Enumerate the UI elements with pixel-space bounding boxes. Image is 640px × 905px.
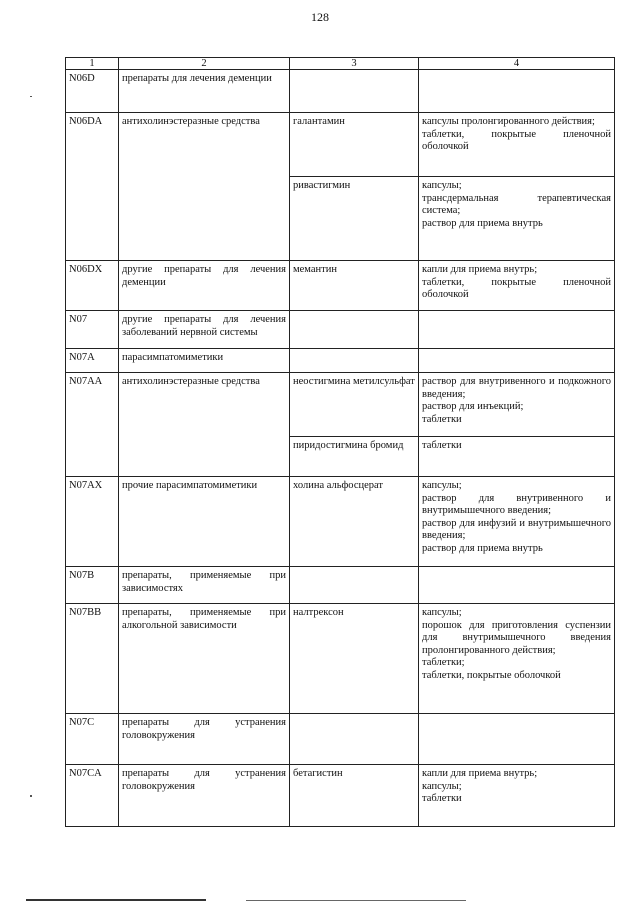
atc-code-cell: N06D	[66, 70, 119, 113]
dosage-form-line: порошок для приготовления суспензии для внутримышечного введения пролонгированного действия;	[422, 619, 611, 656]
dosage-forms-cell	[419, 714, 615, 765]
dosage-forms-cell	[419, 177, 615, 261]
scan-artifact	[30, 795, 32, 797]
group-name-cell: препараты для устранения головокружения	[119, 714, 290, 765]
dosage-form-line: таблетки, покрытые пленочной оболочкой	[422, 128, 611, 152]
drug-name-cell	[290, 349, 419, 373]
table-header-row	[66, 58, 615, 70]
dosage-forms-cell	[419, 477, 615, 567]
table-row	[66, 477, 615, 567]
dosage-form-line: раствор для внутривенного и внутримышечного введения;	[422, 492, 611, 516]
dosage-forms-cell	[419, 70, 615, 113]
dosage-forms-cell	[419, 567, 615, 604]
atc-code-cell: N07A	[66, 349, 119, 373]
atc-code-cell: N07B	[66, 567, 119, 604]
drug-name-cell: бетагистин	[290, 765, 419, 827]
dosage-form-line: капсулы;	[422, 607, 462, 618]
dosage-form-line: трансдермальная терапевтическая система;	[422, 192, 611, 216]
drug-table	[65, 57, 615, 827]
table-row	[66, 567, 615, 604]
table-row	[66, 714, 615, 765]
table-row	[66, 70, 615, 113]
dosage-forms-cell	[419, 311, 615, 349]
dosage-form-line: таблетки	[422, 413, 462, 425]
dosage-form-line: таблетки	[422, 793, 462, 804]
drug-name-cell: налтрексон	[290, 604, 419, 714]
group-name-cell: другие препараты для лечения заболеваний нервной системы	[119, 311, 290, 349]
drug-name-cell: пиридостигмина бромид	[290, 437, 419, 477]
dosage-form-line: раствор для приема внутрь	[422, 217, 543, 229]
drug-name-cell: мемантин	[290, 261, 419, 311]
group-name-cell: препараты, применяемые при алкогольной зависимости	[119, 604, 290, 714]
dosage-form-line: раствор для инфузий и внутримышечного введения;	[422, 517, 611, 541]
atc-code-cell: N07BB	[66, 604, 119, 714]
group-name-cell: антихолинэстеразные средства	[119, 113, 290, 261]
atc-code-cell: N07AA	[66, 373, 119, 477]
table-row	[66, 765, 615, 827]
group-name-cell: препараты, применяемые при зависимостях	[119, 567, 290, 604]
dosage-form-line: капсулы;	[422, 480, 462, 491]
atc-code-cell: N07CA	[66, 765, 119, 827]
dosage-form-line: капсулы;	[422, 780, 462, 792]
page-number: 128	[311, 10, 329, 24]
dosage-forms-cell	[419, 261, 615, 311]
dosage-form-line: капсулы;	[422, 180, 462, 191]
group-name-cell: прочие парасимпатомиметики	[119, 477, 290, 567]
drug-name-cell: галантамин	[290, 113, 419, 177]
table-row	[66, 373, 615, 437]
dosage-forms-cell	[419, 765, 615, 827]
column-header-3: 3	[290, 58, 419, 70]
dosage-form-line: капли для приема внутрь;	[422, 264, 538, 275]
dosage-form-line: раствор для внутривенного и подкожного введения;	[422, 376, 611, 400]
table-row	[66, 113, 615, 177]
dosage-form-line: раствор для приема внутрь	[422, 542, 543, 554]
atc-code-cell: N07AX	[66, 477, 119, 567]
dosage-form-line: таблетки, покрытые оболочкой	[422, 669, 561, 681]
column-header-2: 2	[119, 58, 290, 70]
dosage-form-line: таблетки	[422, 440, 462, 451]
table-body	[66, 70, 615, 827]
dosage-form-line: таблетки, покрытые пленочной оболочкой	[422, 276, 611, 300]
drug-name-cell	[290, 311, 419, 349]
group-name-cell: антихолинэстеразные средства	[119, 373, 290, 477]
group-name-cell: другие препараты для лечения деменции	[119, 261, 290, 311]
dosage-form-line: раствор для инъекций;	[422, 401, 524, 412]
drug-name-cell: ривастигмин	[290, 177, 419, 261]
atc-code-cell: N06DA	[66, 113, 119, 261]
dosage-forms-cell	[419, 349, 615, 373]
table-row	[66, 349, 615, 373]
table-row	[66, 311, 615, 349]
drug-name-cell	[290, 714, 419, 765]
drug-name-cell: холина альфосцерат	[290, 477, 419, 567]
atc-code-cell: N07C	[66, 714, 119, 765]
scan-artifact	[30, 96, 32, 97]
drug-name-cell: неостигмина метилсульфат	[290, 373, 419, 437]
scan-artifact	[246, 900, 466, 901]
column-header-1: 1	[66, 58, 119, 70]
dosage-form-line: таблетки;	[422, 657, 465, 668]
dosage-forms-cell	[419, 113, 615, 177]
table-row	[66, 604, 615, 714]
drug-name-cell	[290, 567, 419, 604]
dosage-form-line: капсулы пролонгированного действия;	[422, 116, 595, 127]
group-name-cell: парасимпатомиметики	[119, 349, 290, 373]
drug-name-cell	[290, 70, 419, 113]
atc-code-cell: N06DX	[66, 261, 119, 311]
dosage-forms-cell	[419, 437, 615, 477]
table-row	[66, 261, 615, 311]
group-name-cell: препараты для лечения деменции	[119, 70, 290, 113]
column-header-4: 4	[419, 58, 615, 70]
scan-artifact	[26, 899, 206, 901]
dosage-forms-cell	[419, 373, 615, 437]
dosage-forms-cell	[419, 604, 615, 714]
dosage-form-line: капли для приема внутрь;	[422, 768, 538, 779]
atc-code-cell: N07	[66, 311, 119, 349]
group-name-cell: препараты для устранения головокружения	[119, 765, 290, 827]
